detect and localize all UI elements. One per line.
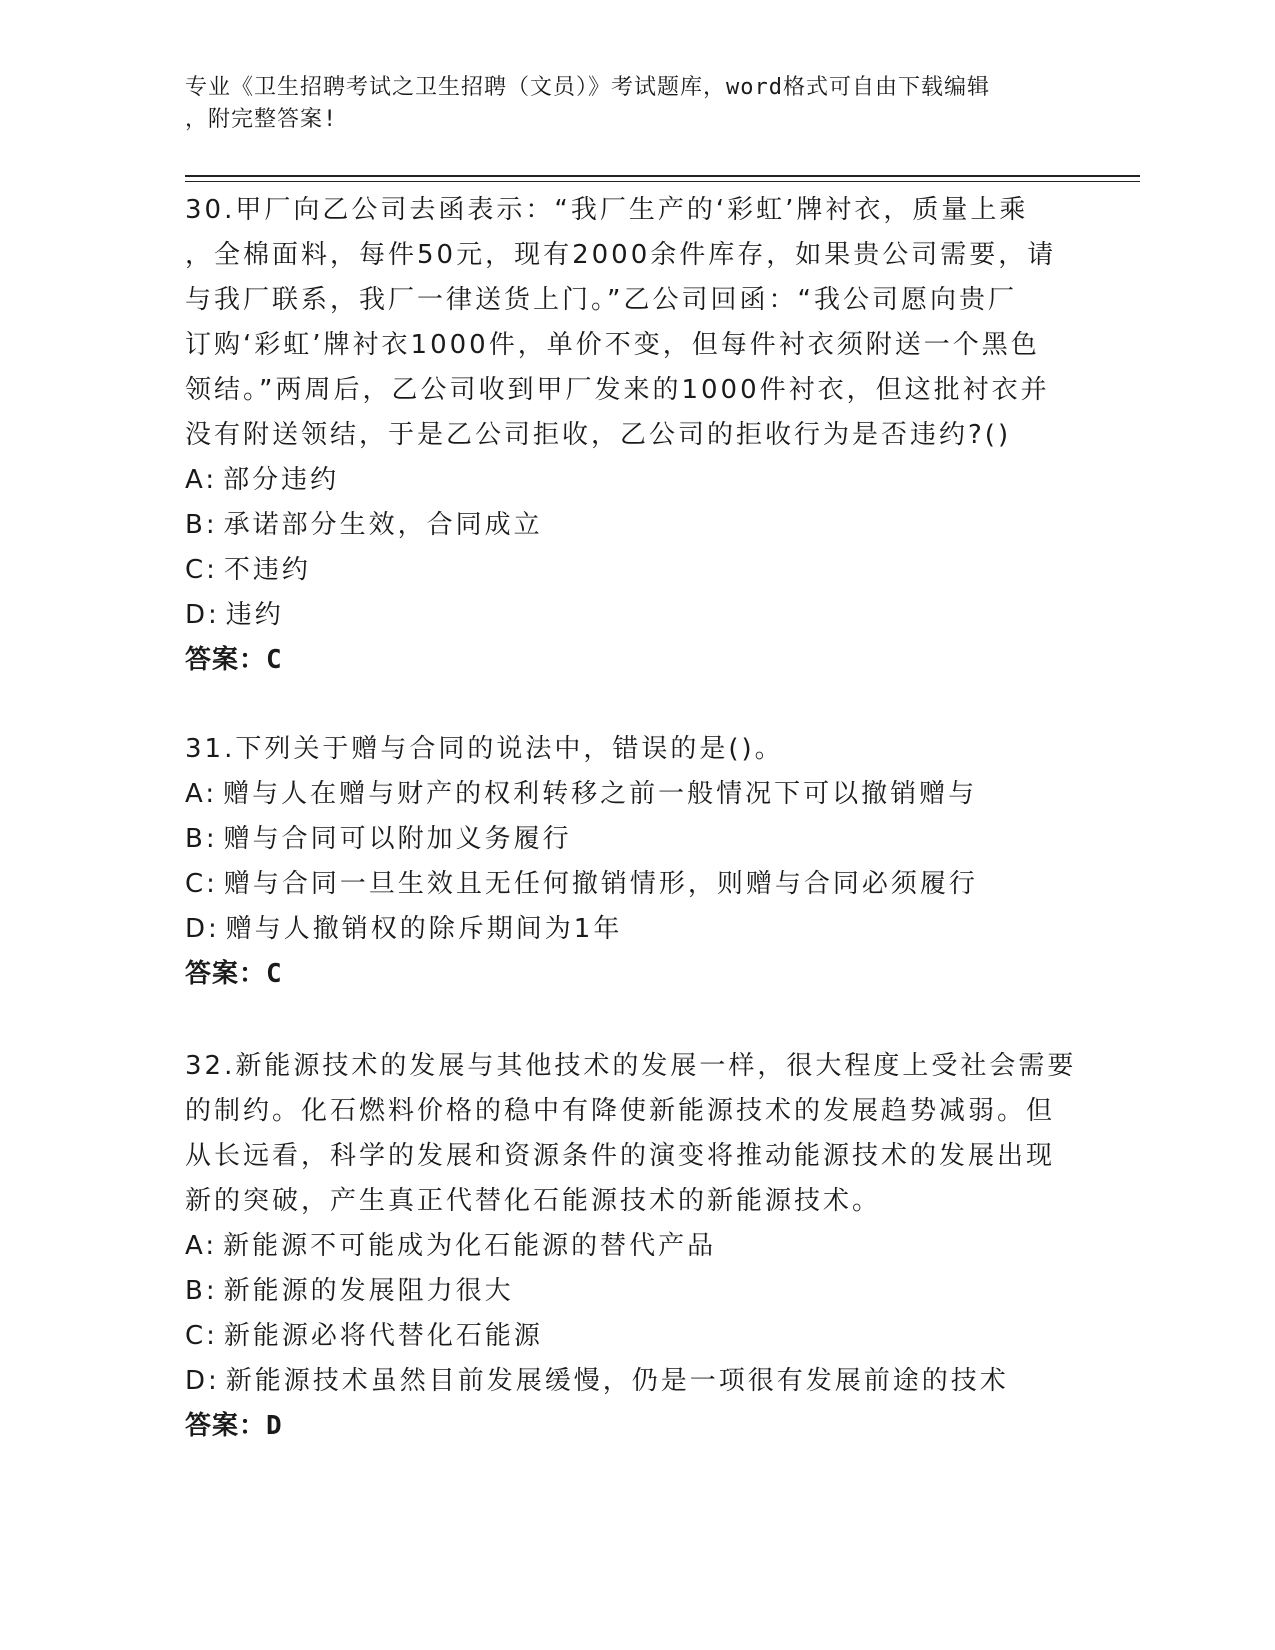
option-c — [185, 1314, 1085, 1359]
question-stem — [185, 188, 1085, 458]
option-text: 违约 — [225, 600, 284, 630]
option-d — [185, 593, 1085, 638]
option-key: B: — [185, 510, 218, 540]
header-divider — [185, 175, 1140, 177]
option-key: B: — [185, 1276, 218, 1306]
option-key: C: — [185, 869, 218, 899]
option-text: 赠与人撤销权的除斥期间为1年 — [225, 914, 623, 944]
question-31 — [185, 727, 1085, 997]
option-key: C: — [185, 1321, 218, 1351]
option-b — [185, 1269, 1085, 1314]
option-key: B: — [185, 824, 218, 854]
option-b — [185, 503, 1085, 548]
question-stem — [185, 1044, 1085, 1224]
option-a — [185, 772, 1085, 817]
stem-line: 31.下列关于赠与合同的说法中，错误的是()。 — [185, 734, 784, 764]
answer-line: 答案：C — [185, 645, 283, 675]
option-text: 承诺部分生效，合同成立 — [223, 510, 543, 540]
option-text: 赠与人在赠与财产的权利转移之前一般情况下可以撤销赠与 — [223, 779, 978, 809]
header-divider-thin — [185, 181, 1140, 182]
stem-line: 没有附送领结，于是乙公司拒收，乙公司的拒收行为是否违约?() — [185, 420, 1012, 450]
stem-line: 订购‘彩虹’牌衬衣1000件，单价不变，但每件衬衣须附送一个黑色 — [185, 330, 1040, 360]
option-text: 新能源不可能成为化石能源的替代产品 — [223, 1231, 717, 1261]
header-line-2: ，附完整答案! — [185, 107, 338, 132]
option-d — [185, 1359, 1085, 1404]
stem-line: ，全棉面料，每件50元，现有2000余件库存，如果贵公司需要，请 — [185, 240, 1057, 270]
option-d — [185, 907, 1085, 952]
header-line-1: 专业《卫生招聘考试之卫生招聘（文员）》考试题库，word格式可自由下载编辑 — [185, 75, 990, 100]
option-c — [185, 548, 1085, 593]
option-text: 新能源的发展阻力很大 — [223, 1276, 514, 1306]
option-key: A: — [185, 465, 218, 495]
option-key: C: — [185, 555, 218, 585]
option-c — [185, 862, 1085, 907]
option-text: 新能源技术虽然目前发展缓慢，仍是一项很有发展前途的技术 — [225, 1366, 1009, 1396]
option-key: D: — [185, 914, 220, 944]
option-text: 不违约 — [223, 555, 311, 585]
stem-line: 30.甲厂向乙公司去函表示：“我厂生产的‘彩虹’牌衬衣，质量上乘 — [185, 195, 1029, 225]
answer-line: 答案：D — [185, 1411, 283, 1441]
stem-line: 的制约。化石燃料价格的稳中有降使新能源技术的发展趋势减弱。但 — [185, 1096, 1056, 1126]
option-text: 赠与合同一旦生效且无任何撤销情形，则赠与合同必须履行 — [223, 869, 978, 899]
option-a — [185, 458, 1085, 503]
option-key: D: — [185, 600, 220, 630]
option-key: D: — [185, 1366, 220, 1396]
option-a — [185, 1224, 1085, 1269]
document-header — [185, 72, 1065, 136]
option-b — [185, 817, 1085, 862]
option-text: 新能源必将代替化石能源 — [223, 1321, 543, 1351]
option-text: 赠与合同可以附加义务履行 — [223, 824, 572, 854]
stem-line: 从长远看，科学的发展和资源条件的演变将推动能源技术的发展出现 — [185, 1141, 1056, 1171]
option-key: A: — [185, 779, 218, 809]
option-key: A: — [185, 1231, 218, 1261]
stem-line: 新的突破，产生真正代替化石能源技术的新能源技术。 — [185, 1186, 882, 1216]
stem-line: 领结。”两周后，乙公司收到甲厂发来的1000件衬衣，但这批衬衣并 — [185, 375, 1050, 405]
option-text: 部分违约 — [223, 465, 340, 495]
question-32 — [185, 1044, 1085, 1449]
stem-line: 与我厂联系，我厂一律送货上门。”乙公司回函：“我公司愿向贵厂 — [185, 285, 1017, 315]
question-30 — [185, 188, 1085, 683]
stem-line: 32.新能源技术的发展与其他技术的发展一样，很大程度上受社会需要 — [185, 1051, 1077, 1081]
question-stem — [185, 727, 1085, 772]
answer-line: 答案：C — [185, 959, 283, 989]
